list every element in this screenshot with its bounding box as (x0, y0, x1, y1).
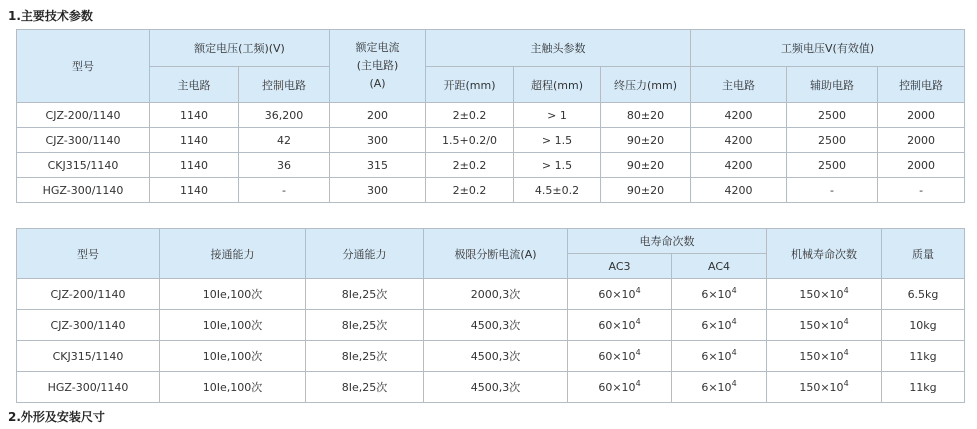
cell-contact-gap: 2±0.2 (426, 153, 514, 178)
cell-mechanical-life (767, 341, 882, 372)
cell-pf-aux: - (787, 178, 878, 203)
cell-ac3-life (568, 341, 672, 372)
table-row (17, 279, 965, 310)
cell-making: 10Ie,100次 (160, 341, 306, 372)
cell-pf-aux: 2500 (787, 103, 878, 128)
cell-limit-breaking: 4500,3次 (424, 341, 568, 372)
mech-base: 150×10 (799, 380, 844, 394)
cell-final-pressure: 90±20 (601, 153, 691, 178)
table-row (17, 310, 965, 341)
cell-breaking: 8Ie,25次 (306, 279, 424, 310)
cell-voltage-main: 1140 (150, 103, 239, 128)
cell-model: HGZ-300/1140 (17, 178, 150, 203)
header-contact-gap: 开距(mm) (426, 67, 514, 103)
cell-mass: 6.5kg (882, 279, 965, 310)
ac4-exponent: 4 (731, 316, 737, 326)
cell-rated-current: 300 (330, 178, 426, 203)
cell-ac4-life (672, 279, 767, 310)
ac3-exponent: 4 (635, 316, 641, 326)
ac4-base: 6×10 (701, 287, 732, 301)
table-row (17, 341, 965, 372)
cell-voltage-main: 1140 (150, 153, 239, 178)
header-mechanical-life: 机械寿命次数 (767, 229, 882, 279)
mech-exponent: 4 (843, 347, 849, 357)
cell-ac3-life (568, 310, 672, 341)
ac3-base: 60×10 (598, 349, 636, 363)
cell-voltage-main: 1140 (150, 178, 239, 203)
performance-table (16, 228, 965, 403)
section-title-main-params: 1.主要技术参数 (8, 9, 93, 23)
cell-pf-control: 2000 (878, 128, 965, 153)
section-title-dimensions: 2.外形及安装尺寸 (8, 410, 105, 424)
cell-limit-breaking: 4500,3次 (424, 310, 568, 341)
cell-voltage-control: 42 (239, 128, 330, 153)
cell-breaking: 8Ie,25次 (306, 310, 424, 341)
header-model: 型号 (17, 229, 160, 279)
header-voltage-main-circuit: 主电路 (150, 67, 239, 103)
header-limit-breaking-current: 极限分断电流(A) (424, 229, 568, 279)
header-contact-params: 主触头参数 (426, 30, 691, 67)
cell-mechanical-life (767, 372, 882, 403)
header-mass: 质量 (882, 229, 965, 279)
header-model: 型号 (17, 30, 150, 103)
cell-ac3-life (568, 279, 672, 310)
cell-pf-main: 4200 (691, 128, 787, 153)
header-rated-current-line-3: (A) (369, 77, 386, 90)
cell-pf-aux: 2500 (787, 128, 878, 153)
cell-mass: 11kg (882, 341, 965, 372)
cell-ac4-life (672, 372, 767, 403)
cell-pf-control: - (878, 178, 965, 203)
cell-model: CJZ-200/1140 (17, 279, 160, 310)
cell-making: 10Ie,100次 (160, 372, 306, 403)
cell-limit-breaking: 2000,3次 (424, 279, 568, 310)
cell-final-pressure: 90±20 (601, 128, 691, 153)
header-pf-aux-circuit: 辅助电路 (787, 67, 878, 103)
ac4-base: 6×10 (701, 349, 732, 363)
cell-rated-current: 300 (330, 128, 426, 153)
cell-overtravel: > 1 (514, 103, 601, 128)
cell-making: 10Ie,100次 (160, 279, 306, 310)
ac3-exponent: 4 (635, 378, 641, 388)
table-row (17, 153, 965, 178)
ac3-base: 60×10 (598, 318, 636, 332)
cell-voltage-control: 36,200 (239, 103, 330, 128)
cell-overtravel: > 1.5 (514, 153, 601, 178)
header-voltage-control-circuit: 控制电路 (239, 67, 330, 103)
header-contact-final-pressure: 终压力(mm) (601, 67, 691, 103)
cell-voltage-control: 36 (239, 153, 330, 178)
cell-overtravel: 4.5±0.2 (514, 178, 601, 203)
mech-exponent: 4 (843, 285, 849, 295)
cell-model: CJZ-200/1140 (17, 103, 150, 128)
cell-model: CKJ315/1140 (17, 153, 150, 178)
cell-overtravel: > 1.5 (514, 128, 601, 153)
table-row (17, 178, 965, 203)
mech-exponent: 4 (843, 316, 849, 326)
cell-pf-main: 4200 (691, 103, 787, 128)
ac4-exponent: 4 (731, 378, 737, 388)
cell-voltage-control: - (239, 178, 330, 203)
header-electrical-life: 电寿命次数 (568, 229, 767, 254)
cell-final-pressure: 90±20 (601, 178, 691, 203)
cell-ac4-life (672, 310, 767, 341)
cell-ac3-life (568, 372, 672, 403)
cell-pf-main: 4200 (691, 153, 787, 178)
ac4-base: 6×10 (701, 318, 732, 332)
cell-mass: 11kg (882, 372, 965, 403)
header-pf-main-circuit: 主电路 (691, 67, 787, 103)
table-row (17, 103, 965, 128)
ac4-base: 6×10 (701, 380, 732, 394)
cell-final-pressure: 80±20 (601, 103, 691, 128)
cell-mechanical-life (767, 279, 882, 310)
mech-base: 150×10 (799, 349, 844, 363)
header-contact-overtravel: 超程(mm) (514, 67, 601, 103)
cell-contact-gap: 2±0.2 (426, 178, 514, 203)
header-rated-current-line-2: (主电路) (356, 59, 399, 72)
cell-contact-gap: 1.5+0.2/0 (426, 128, 514, 153)
cell-model: HGZ-300/1140 (17, 372, 160, 403)
cell-pf-main: 4200 (691, 178, 787, 203)
header-making-capacity: 接通能力 (160, 229, 306, 279)
header-ac4: AC4 (672, 254, 767, 279)
cell-breaking: 8Ie,25次 (306, 341, 424, 372)
cell-rated-current: 200 (330, 103, 426, 128)
cell-model: CKJ315/1140 (17, 341, 160, 372)
header-rated-current (330, 30, 426, 103)
table-row (17, 372, 965, 403)
header-rated-voltage: 额定电压(工频)(V) (150, 30, 330, 67)
cell-making: 10Ie,100次 (160, 310, 306, 341)
ac3-base: 60×10 (598, 287, 636, 301)
mech-base: 150×10 (799, 287, 844, 301)
mech-exponent: 4 (843, 378, 849, 388)
cell-breaking: 8Ie,25次 (306, 372, 424, 403)
cell-pf-control: 2000 (878, 103, 965, 128)
table-row (17, 128, 965, 153)
ac3-exponent: 4 (635, 347, 641, 357)
cell-rated-current: 315 (330, 153, 426, 178)
header-rated-current-line-1: 额定电流 (355, 41, 400, 54)
cell-contact-gap: 2±0.2 (426, 103, 514, 128)
cell-model: CJZ-300/1140 (17, 310, 160, 341)
main-params-table (16, 29, 965, 203)
mech-base: 150×10 (799, 318, 844, 332)
cell-voltage-main: 1140 (150, 128, 239, 153)
cell-limit-breaking: 4500,3次 (424, 372, 568, 403)
cell-pf-control: 2000 (878, 153, 965, 178)
cell-mass: 10kg (882, 310, 965, 341)
ac3-exponent: 4 (635, 285, 641, 295)
header-power-frequency-voltage: 工频电压V(有效值) (691, 30, 965, 67)
ac4-exponent: 4 (731, 285, 737, 295)
header-ac3: AC3 (568, 254, 672, 279)
header-breaking-capacity: 分通能力 (306, 229, 424, 279)
cell-pf-aux: 2500 (787, 153, 878, 178)
cell-ac4-life (672, 341, 767, 372)
cell-model: CJZ-300/1140 (17, 128, 150, 153)
cell-mechanical-life (767, 310, 882, 341)
ac3-base: 60×10 (598, 380, 636, 394)
header-pf-control-circuit: 控制电路 (878, 67, 965, 103)
ac4-exponent: 4 (731, 347, 737, 357)
